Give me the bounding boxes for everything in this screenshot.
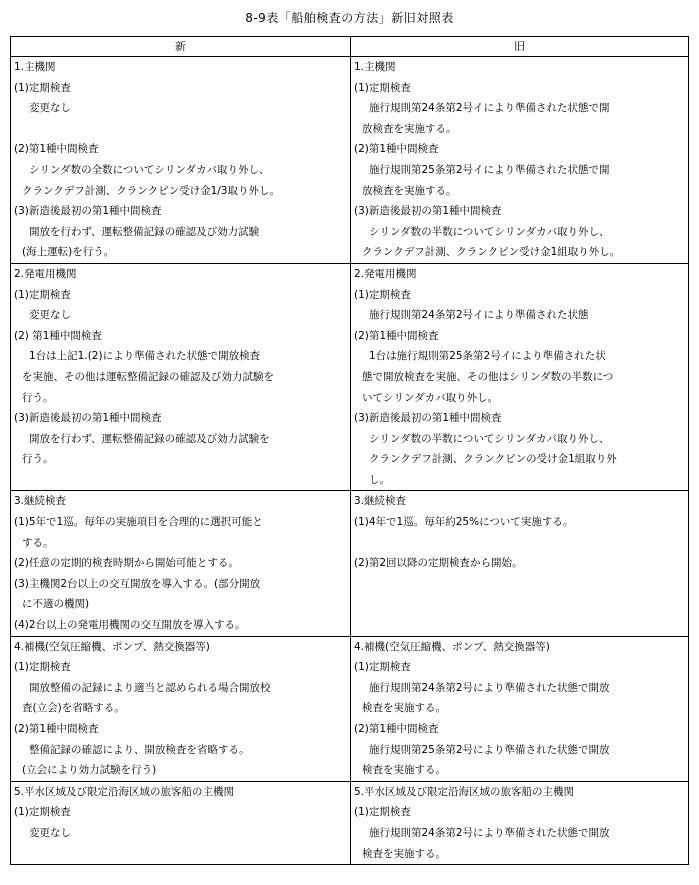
text-line: 3.継続検査 — [354, 495, 407, 508]
text-line: 4.補機(空気圧縮機、ポンプ、熱交換器等) — [354, 640, 550, 653]
table-row — [11, 636, 689, 781]
text-line — [351, 574, 688, 595]
text-line: 査(立会)を省略する。 — [22, 702, 125, 715]
text-line: いてシリンダカバ取り外し。 — [362, 391, 499, 404]
cell-old — [351, 263, 689, 491]
text-line: 開放を行わず、運転整備記録の確認及び効力試験を — [29, 432, 270, 445]
text-line: 変更なし — [29, 102, 71, 115]
cell-old — [351, 781, 689, 864]
text-line — [351, 533, 688, 554]
cell-new — [11, 263, 351, 491]
text-line: 5.平水区域及び限定沿海区域の旅客船の主機関 — [354, 785, 575, 798]
text-line: し。 — [369, 473, 390, 486]
table-row — [11, 491, 689, 636]
text-line: (3)新造後最初の第1種中間検査 — [354, 205, 502, 218]
text-line: 2.発電用機関 — [354, 267, 417, 280]
text-line: 開放整備の記録により適当と認められる場合開放校 — [29, 681, 271, 694]
text-line: 検査を実施する。 — [362, 847, 446, 860]
text-line: 変更なし — [29, 309, 71, 322]
cell-new — [11, 491, 351, 636]
text-line: (3)新造後最初の第1種中間検査 — [354, 412, 502, 425]
text-line: (2)第1種中間検査 — [354, 329, 439, 342]
text-line: 1.主機関 — [14, 61, 56, 73]
text-line: 開放を行わず、運転整備記録の確認及び効力試験 — [29, 225, 260, 238]
text-line: クランクデフ計測、クランクピン受け金1組取り外し。 — [362, 246, 621, 259]
text-line: (1)定期検査 — [354, 288, 411, 301]
text-line: (3)新造後最初の第1種中間検査 — [14, 412, 162, 425]
text-line: 施行規則第24条第2号により準備された状態で開放 — [369, 681, 610, 694]
text-line: 4.補機(空気圧縮機、ポンプ、熱交換器等) — [14, 640, 210, 653]
text-line: 整備記録の確認により、開放検査を省略する。 — [29, 743, 250, 756]
text-line: 1台は上記1.(2)により準備された状態で開放検査 — [29, 350, 261, 363]
text-line: (1)定期検査 — [354, 81, 411, 94]
text-line: (2)第1種中間検査 — [354, 723, 439, 735]
text-line: (立会により効力試験を行う) — [22, 764, 157, 777]
text-line: に不適の機関) — [22, 598, 90, 611]
text-line: (4)2台以上の発電用機関の交互開放を導入する。 — [14, 619, 246, 632]
text-line: (2)任意の定期的検査時期から開始可能とする。 — [14, 557, 239, 570]
text-line: (3)主機関2台以上の交互開放を導入する。(部分開放 — [14, 577, 261, 590]
text-line: 5.平水区域及び限定沿海区域の旅客船の主機関 — [14, 785, 235, 798]
cell-new — [11, 57, 351, 264]
text-line: (1)定期検査 — [14, 806, 71, 819]
text-line: を実施、その他は運転整備記録の確認及び効力試験を — [22, 370, 274, 383]
text-line: (1)定期検査 — [14, 81, 71, 94]
text-line: 施行規則第24条第2号により準備された状態で開放 — [369, 826, 610, 839]
cell-new — [11, 781, 351, 864]
text-line: (2)第1種中間検査 — [14, 723, 99, 735]
text-line: 1.主機関 — [354, 61, 396, 73]
text-line: (2) 第1種中間検査 — [14, 329, 102, 342]
document-title: 8-9表「船舶検査の方法」新旧対照表 — [245, 11, 454, 25]
text-line — [11, 844, 350, 865]
cell-old — [351, 491, 689, 636]
text-line: 変更なし — [29, 826, 71, 839]
table-row — [11, 781, 689, 864]
text-line: 3.継続検査 — [14, 495, 67, 508]
text-line: (1)定期検査 — [354, 806, 411, 819]
table-header-row — [11, 37, 689, 57]
text-line: 施行規則第24条第2号イにより準備された状態 — [369, 309, 589, 322]
text-line: 2.発電用機関 — [14, 267, 77, 280]
column-header-old: 旧 — [351, 37, 689, 57]
text-line: 施行規則第24条第2号イにより準備された状態で開 — [369, 102, 610, 115]
comparison-table — [10, 36, 689, 865]
text-line — [351, 615, 688, 636]
text-line: 行う。 — [22, 391, 54, 404]
text-line: する。 — [22, 536, 54, 549]
text-line: 施行規則第25条第2号イにより準備された状態で開 — [369, 163, 610, 176]
cell-old — [351, 57, 689, 264]
text-line: (1)定期検査 — [354, 661, 411, 674]
text-line: 放検査を実施する。 — [362, 122, 457, 135]
text-line: 検査を実施する。 — [362, 702, 446, 715]
text-line: シリンダ数の全数についてシリンダカバ取り外し、 — [29, 163, 270, 176]
text-line: 放検査を実施する。 — [362, 184, 457, 197]
text-line: 検査を実施する。 — [362, 764, 446, 777]
text-line: シリンダ数の半数についてシリンダカバ取り外し、 — [369, 432, 610, 445]
text-line — [351, 594, 688, 615]
cell-new — [11, 636, 351, 781]
column-header-new: 新 — [11, 37, 351, 57]
text-line: (1)定期検査 — [14, 288, 71, 301]
text-line: (3)新造後最初の第1種中間検査 — [14, 205, 162, 218]
text-line: シリンダ数の半数についてシリンダカバ取り外し、 — [369, 225, 610, 238]
text-line: (2)第1種中間検査 — [354, 143, 439, 156]
text-line: 行う。 — [22, 453, 54, 466]
text-line: (2)第1種中間検査 — [14, 143, 99, 156]
text-line: (2)第2回以降の定期検査から開始。 — [354, 557, 523, 570]
table-row — [11, 263, 689, 491]
text-line — [11, 470, 350, 491]
table-body — [11, 57, 689, 865]
text-line: (海上運転)を行う。 — [22, 246, 115, 259]
text-line: (1)5年で1巡。毎年の実施項目を合理的に選択可能と — [14, 516, 263, 529]
text-line: (1)4年で1巡。毎年約25%について実施する。 — [354, 516, 574, 529]
text-line: クランクデフ計測、クランクピンの受け金1組取り外 — [369, 453, 617, 466]
text-line: (1)定期検査 — [14, 661, 71, 674]
text-line: 1台は施行規則第25条第2号イにより準備された状 — [369, 350, 606, 363]
text-line: 態で開放検査を実施、その他はシリンダ数の半数につ — [362, 370, 614, 383]
text-line: クランクデフ計測、クランクピン受け金1/3取り外し。 — [22, 184, 280, 197]
table-row — [11, 57, 689, 264]
text-line: 施行規則第25条第2号により準備された状態で開放 — [369, 743, 610, 756]
text-line — [11, 119, 350, 140]
cell-old — [351, 636, 689, 781]
